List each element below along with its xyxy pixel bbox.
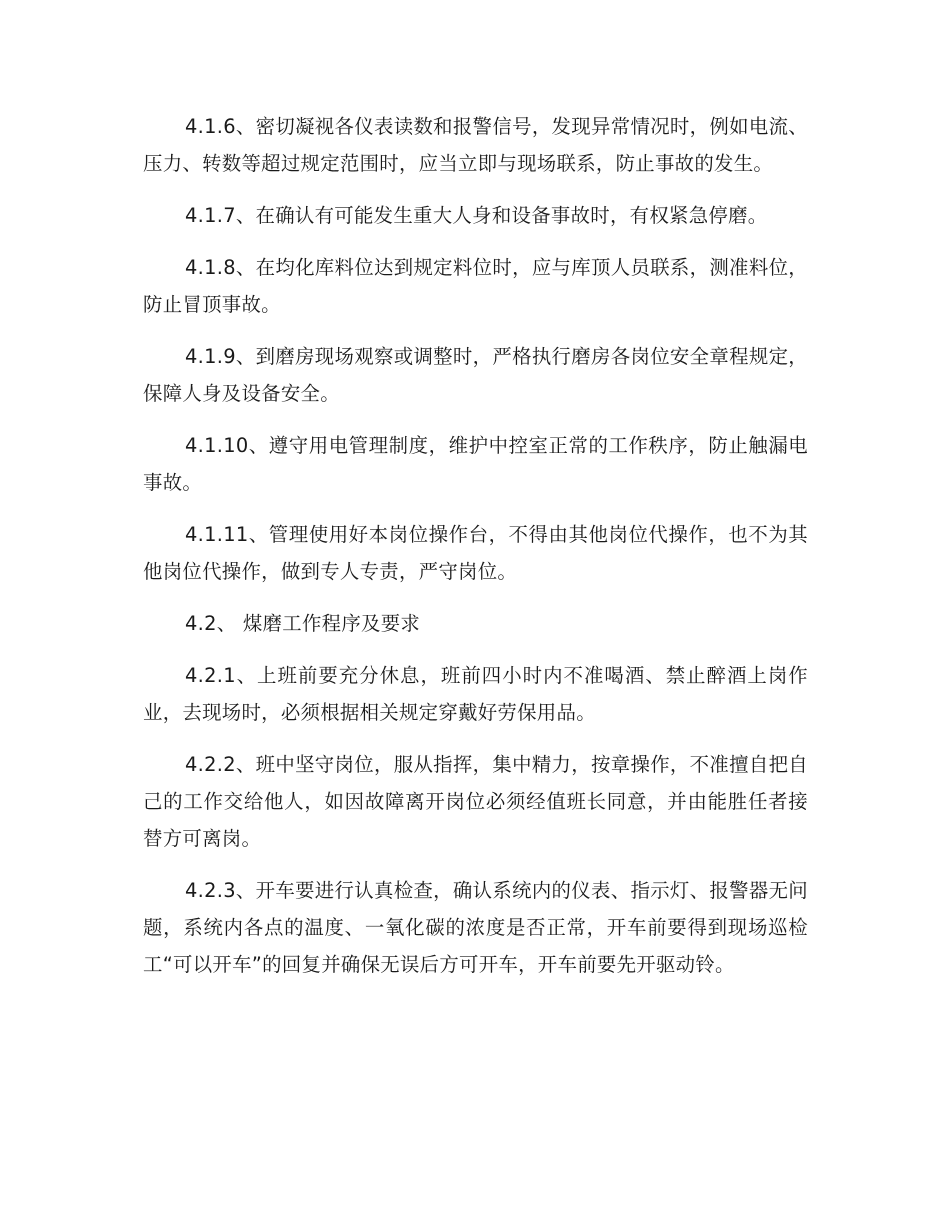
paragraph-4-1-8: 4.1.8、在均化库料位达到规定料位时，应与库顶人员联系，测准料位，防止冒顶事故。 [143,256,808,316]
paragraph-4-2-2: 4.2.2、班中坚守岗位，服从指挥，集中精力，按章操作，不准擅自把自己的工作交给他人，如因故障离开岗位必须经值班长同意，并由能胜任者接替方可离岗。 [143,753,808,850]
paragraph-4-1-11: 4.1.11、管理使用好本岗位操作台，不得由其他岗位代操作，也不为其他岗位代操作，做到专人专责，严守岗位。 [143,523,808,583]
paragraph-4-1-6: 4.1.6、密切凝视各仪表读数和报警信号，发现异常情况时，例如电流、压力、转数等超过规定范围时，应当立即与现场联系，防止事故的发生。 [143,115,808,175]
paragraph-4-1-10: 4.1.10、遵守用电管理制度，维护中控室正常的工作秩序，防止触漏电事故。 [143,434,808,494]
document-body [143,108,808,998]
paragraph-4-2-1: 4.2.1、上班前要充分休息，班前四小时内不准喝酒、禁止醉酒上岗作业，去现场时，必须根据相关规定穿戴好劳保用品。 [143,664,808,724]
paragraph-4-2-3: 4.2.3、开车要进行认真检查，确认系统内的仪表、指示灯、报警器无问题，系统内各点的温度、一氧化碳的浓度是否正常，开车前要得到现场巡检工“可以开车”的回复并确保无误后方可开车，开车前要先开驱动铃。 [143,879,808,976]
paragraph-4-1-7: 4.1.7、在确认有可能发生重大人身和设备事故时，有权紧急停磨。 [185,204,768,227]
section-heading-4-2: 4.2、 煤磨工作程序及要求 [185,612,421,635]
paragraph-4-1-9: 4.1.9、到磨房现场观察或调整时，严格执行磨房各岗位安全章程规定，保障人身及设备安全。 [143,345,808,405]
